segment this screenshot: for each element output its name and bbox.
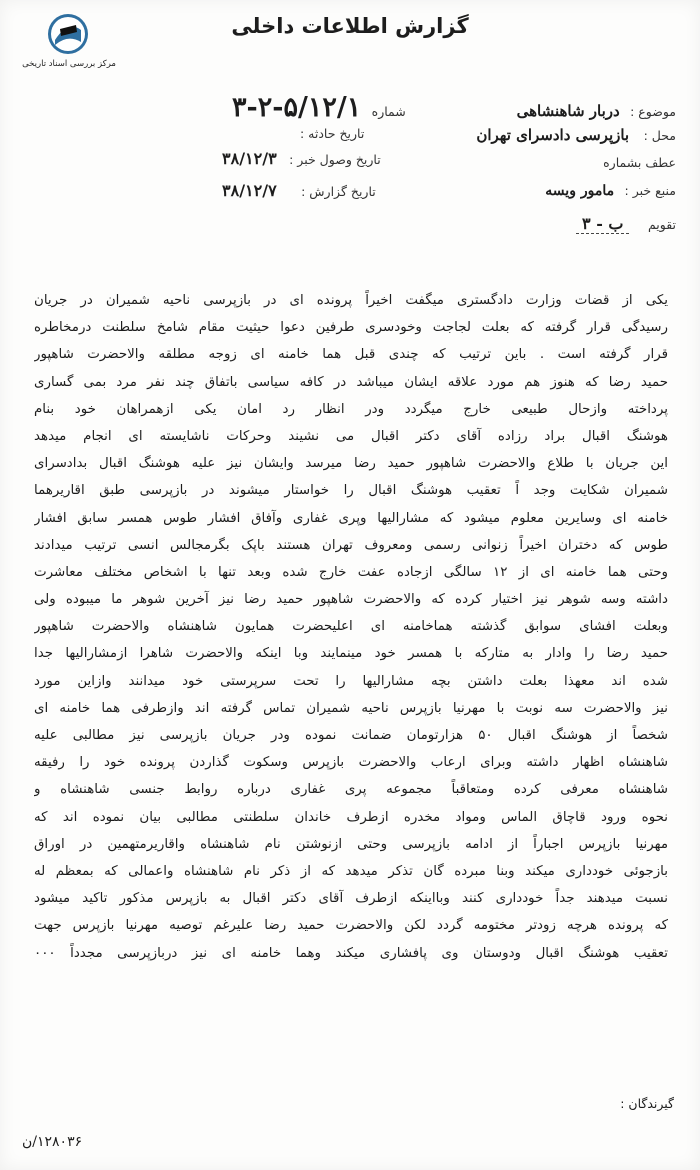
body-line: طوس که دختران اخیراً زنوانی رسمی ومعروف تهران هستند باپک بگرمجالس انسی ترتیب میدادند bbox=[34, 537, 668, 553]
body-line: حمید رضا را وادار به متارکه با همسر خود مینمایند وبا اینکه والاحضرت شاهرا ازمشارالیها جدا bbox=[34, 646, 668, 662]
assessment-value: ب - ۳ bbox=[576, 214, 629, 234]
body-line: تعقیب هوشنگ اقبال ودوستان وی پافشاری میکند وهما خامنه ای نیز دربازپرسی مجدداً ۰۰۰ bbox=[34, 945, 668, 961]
location-value: بازپرسی دادسرای تهران bbox=[476, 126, 630, 144]
report-body bbox=[34, 287, 668, 967]
body-line: این جریان با طلاع والاحضرت شاهپور حمید رضا میرسد وایشان نیز علیه هوشنگ اقبال بدادسرای bbox=[34, 456, 668, 472]
body-line: رسیدگی قرار گرفته که بعلت لجاجت وخودسری طرفین دعوا حیثیت مقام شامخ سلطنت درمخاطره bbox=[34, 320, 668, 336]
body-line: وبعلت افشای سوابق گذشته هماخامنه ای اعلیحضرت همایون شاهنشاه والاحضرت شاهپور bbox=[34, 619, 668, 635]
body-line: شاهنشاه اظهار داشته وبرای ارعاب والاحضرت بازپرس وسکوت گذاردن پرونده خود را رفیقه bbox=[34, 755, 668, 771]
assessment-field bbox=[576, 214, 676, 233]
body-line: شمیران شکایت وجد اً تعقیب هوشنگ اقبال را خواستار میشوند در بازپرسی طبق اقاریرهما bbox=[34, 483, 668, 499]
received-date-label: تاریخ وصول خبر : bbox=[289, 152, 381, 167]
body-line: شده اند معهذا بعلت داشتن بچه مشارالیها را تحت سرپرستی خود میدانند وازاین مورد bbox=[34, 673, 668, 689]
report-number-label: شماره bbox=[371, 104, 406, 119]
body-line: بازجوئی خودداری میکند وبنا مبرده گان تذکر میدهد که از ذکر نام شاهنشاه واعمالی که بمعظم له bbox=[34, 863, 668, 879]
archive-logo-caption: مرکز بررسی اسناد تاریخی bbox=[22, 59, 116, 69]
archive-logo bbox=[14, 12, 124, 72]
recipients-label: گیرندگان : bbox=[620, 1096, 674, 1111]
assessment-label: تقویم bbox=[647, 217, 676, 232]
body-line: پرداخته وازحال طبیعی خارج میگردد ودر انظار رد امان یکی ازهمراهان خود بنام bbox=[34, 401, 668, 417]
received-date-value: ۳۸/۱۲/۳ bbox=[222, 149, 277, 168]
body-line: داشته وسه شوهر نیز اختیار کرده که والاحضرت شاهپور حمید رضا نیز آخرین شوهر ما میبوده ولی bbox=[34, 592, 668, 608]
body-line: شاهنشاه معرفی کرده ومتعاقباً مجموعه پری غفاری درباره روابط جنسی شاهنشاه و bbox=[34, 782, 668, 798]
source-value: مامور ویسه bbox=[545, 183, 615, 199]
subject-label: موضوع : bbox=[630, 104, 676, 119]
body-line: هوشنگ اقبال براد رزاده آقای دکتر اقبال می نشیند وحرکات ناشایسته ای انجام میدهد bbox=[34, 428, 668, 444]
body-line: نسبت میدهند جداً خودداری کنند وبااینکه ازطرف آقای دکتر اقبال به بازپرس مذکور تاکید میشود bbox=[34, 891, 668, 907]
incident-date-label: تاریخ حادثه : bbox=[300, 126, 365, 141]
location-field bbox=[476, 126, 676, 144]
report-date-field bbox=[222, 181, 376, 200]
source-field bbox=[545, 183, 676, 199]
body-line: شخصاً از هوشنگ اقبال ۵۰ هزارتومان ضمانت نموده ودر جریان بازپرسی نیز مطالبی علیه bbox=[34, 728, 668, 743]
subject-value: دربار شاهنشاهی bbox=[516, 102, 620, 120]
attachment-field bbox=[603, 155, 676, 171]
body-line: یکی از قضات وزارت دادگستری میگفت اخیراً پرونده ای در بازپرسی ناحیه شمیران در جریان bbox=[34, 293, 668, 308]
body-line: حمید رضا که هنوز هم مورد علاقه ایشان میباشد در کافه سیاسی باتفاق چند نفر مرد بمی گساری bbox=[34, 374, 668, 390]
archive-emblem-icon bbox=[46, 12, 90, 56]
incident-date-field bbox=[300, 126, 364, 142]
body-line: وحتی هما خامنه ای از ۱۲ سالگی ازجاده عفت خارج شده وبعد تنها با اشخاص مختلف معاشرت bbox=[34, 564, 668, 580]
attachment-label: عطف بشماره bbox=[603, 155, 676, 170]
report-date-value: ۳۸/۱۲/۷ bbox=[222, 181, 277, 200]
body-line: که پرونده هرچه زودتر مختومه گردد لکن والاحضرت حمید رضا علیرغم توصیه مهرنیا بازپرس جهت bbox=[34, 918, 668, 934]
body-line: نحوه ورود قاچاق الماس ومواد مخدره ازطرف خاندان سلطنتی مطالبی بیان نموده اند که bbox=[34, 809, 668, 825]
report-number-value: ۵/۱۲/۱-۲-۳ bbox=[232, 92, 362, 123]
location-label: محل : bbox=[643, 128, 676, 143]
body-line: نیز والاحضرت سه نوبت با مهرنیا بازپرس ناحیه شمیران تماس گرفته اند وازطرفی هما خامنه ای bbox=[34, 700, 668, 716]
received-date-field bbox=[222, 149, 381, 168]
body-line: قرار گرفته است . باین ترتیب که چندی قبل هما خامنه ای زوجه مطلقه والاحضرت شاهپور bbox=[34, 347, 668, 363]
report-number-field bbox=[232, 92, 406, 123]
source-label: منبع خبر : bbox=[624, 183, 676, 198]
body-line: مهرنیا بازپرس اجباراً از ادامه بازپرسی وحتی ازنوشتن نام شاهنشاه واقاریرمتهمین در اوراق bbox=[34, 836, 668, 852]
subject-field bbox=[517, 102, 676, 120]
document-title: گزارش اطلاعات داخلی bbox=[231, 14, 469, 38]
report-date-label: تاریخ گزارش : bbox=[301, 184, 376, 199]
body-line: خامنه ای وسایرین معلوم میشود که مشارالیها وپری غفاری وآفاق افشار طوس همسر سابق افشار bbox=[34, 510, 668, 526]
archive-code: ۱۲۸۰۳۶/ن bbox=[22, 1134, 83, 1150]
